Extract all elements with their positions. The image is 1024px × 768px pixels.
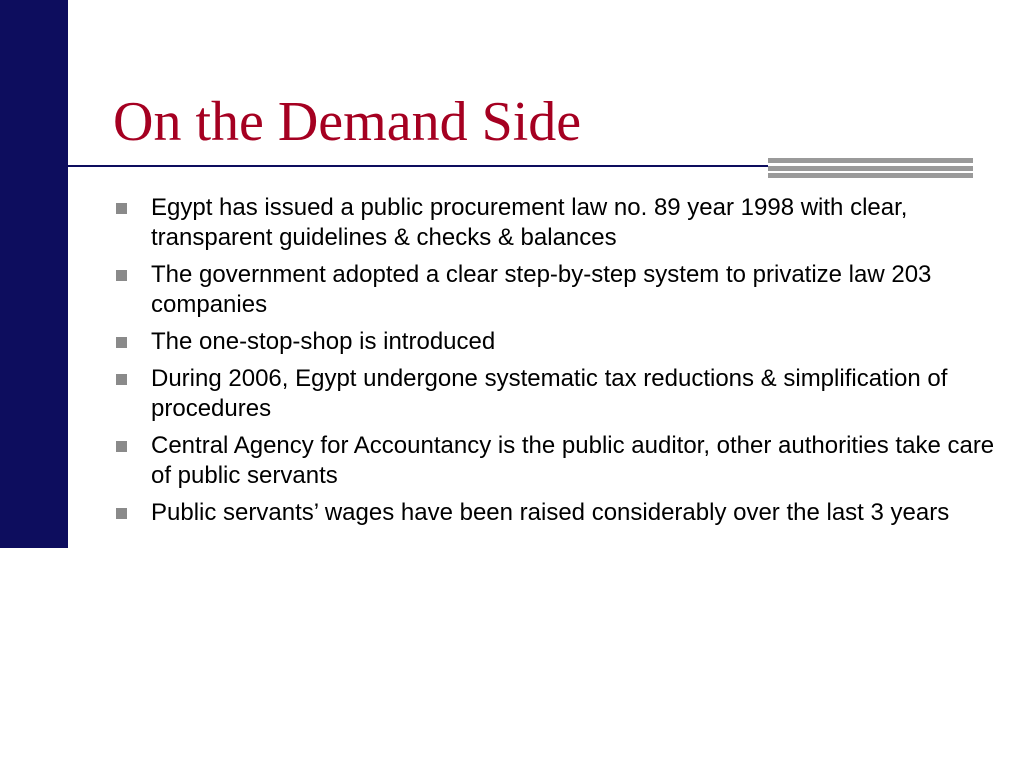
accent-bar-bottom — [768, 173, 973, 178]
square-bullet-icon — [116, 508, 127, 519]
bullet-text: The government adopted a clear step-by-step system to privatize law 203 companies — [151, 261, 932, 318]
bullet-item — [113, 193, 1013, 253]
bullet-item — [113, 327, 1013, 357]
bullet-item — [113, 431, 1013, 491]
bullet-text: Public servants’ wages have been raised considerably over the last 3 years — [151, 499, 950, 526]
bullet-text: Egypt has issued a public procurement law no. 89 year 1998 with clear, transparent guidelines & checks & balances — [151, 194, 908, 251]
left-navy-bar — [0, 0, 68, 548]
title-underline — [68, 165, 768, 167]
slide-title: On the Demand Side — [113, 91, 582, 153]
square-bullet-icon — [116, 441, 127, 452]
accent-bar-middle — [768, 166, 973, 171]
square-bullet-icon — [116, 337, 127, 348]
bullet-list — [113, 193, 1013, 535]
bullet-item — [113, 498, 1013, 528]
square-bullet-icon — [116, 374, 127, 385]
square-bullet-icon — [116, 203, 127, 214]
bullet-item — [113, 260, 1013, 320]
bullet-item — [113, 364, 1013, 424]
bullet-text: Central Agency for Accountancy is the public auditor, other authorities take care of public servants — [151, 432, 995, 489]
square-bullet-icon — [116, 270, 127, 281]
bullet-text: During 2006, Egypt undergone systematic tax reductions & simplification of procedures — [151, 365, 948, 422]
accent-bars — [768, 158, 973, 178]
bullet-text: The one-stop-shop is introduced — [151, 328, 496, 355]
accent-bar-top — [768, 158, 973, 163]
